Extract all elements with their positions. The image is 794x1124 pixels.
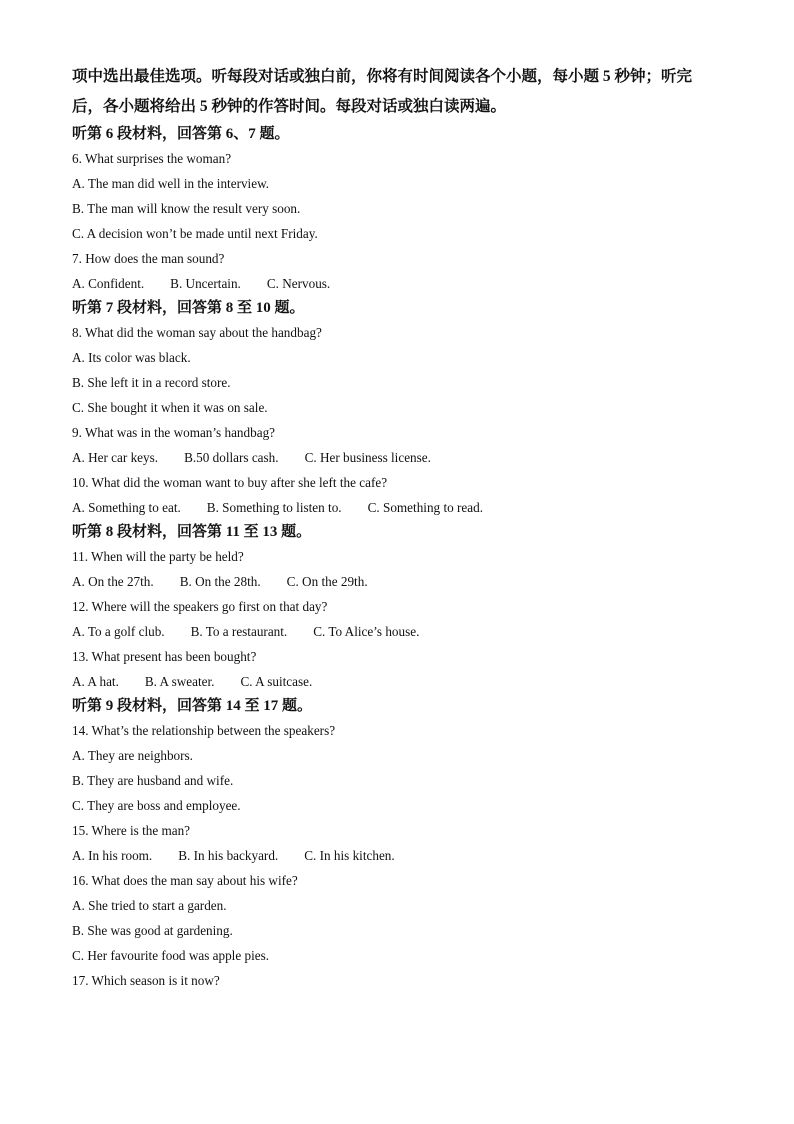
option: B. To a restaurant. (190, 624, 288, 639)
question-stem: 13. What present has been bought? (72, 649, 257, 664)
option: C. They are boss and employee. (72, 798, 241, 813)
question-stem: 15. Where is the man? (72, 823, 191, 838)
question-stem: 7. How does the man sound? (72, 251, 225, 266)
option: C. She bought it when it was on sale. (72, 400, 268, 415)
option: C. On the 29th. (286, 574, 368, 589)
section-heading: 听第 7 段材料，回答第 8 至 10 题。 (72, 300, 305, 316)
option-row (72, 448, 732, 467)
option: A. Its color was black. (72, 350, 191, 365)
section-8 (72, 522, 732, 691)
option: B. Uncertain. (170, 276, 241, 291)
option: C. Nervous. (266, 276, 331, 291)
option: A. The man did well in the interview. (72, 176, 270, 191)
option: B. She left it in a record store. (72, 375, 231, 390)
question-stem: 8. What did the woman say about the handbag? (72, 325, 322, 340)
option: B. A sweater. (144, 674, 215, 689)
option: C. To Alice’s house. (313, 624, 420, 639)
question-stem: 11. When will the party be held? (72, 549, 244, 564)
option: C. Something to read. (367, 500, 483, 515)
option: A. To a golf club. (72, 624, 165, 639)
section-heading: 听第 8 段材料，回答第 11 至 13 题。 (72, 524, 312, 540)
option: C. Her business license. (304, 450, 431, 465)
option-row (72, 274, 732, 293)
option-row (72, 622, 732, 641)
question-stem: 9. What was in the woman’s handbag? (72, 425, 276, 440)
option-row (72, 846, 732, 865)
question-stem: 6. What surprises the woman? (72, 151, 232, 166)
option: A. They are neighbors. (72, 748, 193, 763)
intro-line-1: 项中选出最佳选项。听每段对话或独白前，你将有时间阅读各个小题，每小题 5 秒钟；听完 (72, 68, 693, 85)
option: B. She was good at gardening. (72, 923, 233, 938)
option: C. Her favourite food was apple pies. (72, 948, 270, 963)
question-stem: 17. Which season is it now? (72, 973, 220, 988)
section-heading: 听第 6 段材料，回答第 6、7 题。 (72, 126, 290, 142)
option: B. In his backyard. (178, 848, 279, 863)
question-stem: 14. What’s the relationship between the speakers? (72, 723, 336, 738)
option: B.50 dollars cash. (184, 450, 279, 465)
option-row (72, 672, 732, 691)
option: C. A decision won’t be made until next Friday. (72, 226, 318, 241)
option: C. In his kitchen. (304, 848, 395, 863)
section-7 (72, 298, 732, 517)
option: B. Something to listen to. (206, 500, 342, 515)
question-stem: 16. What does the man say about his wife? (72, 873, 298, 888)
option: B. The man will know the result very soon. (72, 201, 301, 216)
option: B. On the 28th. (179, 574, 261, 589)
option-row (72, 572, 732, 591)
intro-line-2: 后，各小题将给出 5 秒钟的作答时间。每段对话或独白读两遍。 (72, 98, 507, 115)
question-stem: 10. What did the woman want to buy after she left the cafe? (72, 475, 388, 490)
option: A. In his room. (72, 848, 153, 863)
exam-page (72, 62, 732, 990)
section-heading: 听第 9 段材料，回答第 14 至 17 题。 (72, 698, 313, 714)
option: B. They are husband and wife. (72, 773, 234, 788)
option: A. She tried to start a garden. (72, 898, 227, 913)
option: A. A hat. (72, 674, 119, 689)
section-9 (72, 696, 732, 990)
section-6 (72, 124, 732, 293)
option: A. Her car keys. (72, 450, 159, 465)
option: A. Something to eat. (72, 500, 181, 515)
option-row (72, 498, 732, 517)
option: C. A suitcase. (240, 674, 313, 689)
option: A. On the 27th. (72, 574, 154, 589)
option: A. Confident. (72, 276, 145, 291)
question-stem: 12. Where will the speakers go first on that day? (72, 599, 328, 614)
